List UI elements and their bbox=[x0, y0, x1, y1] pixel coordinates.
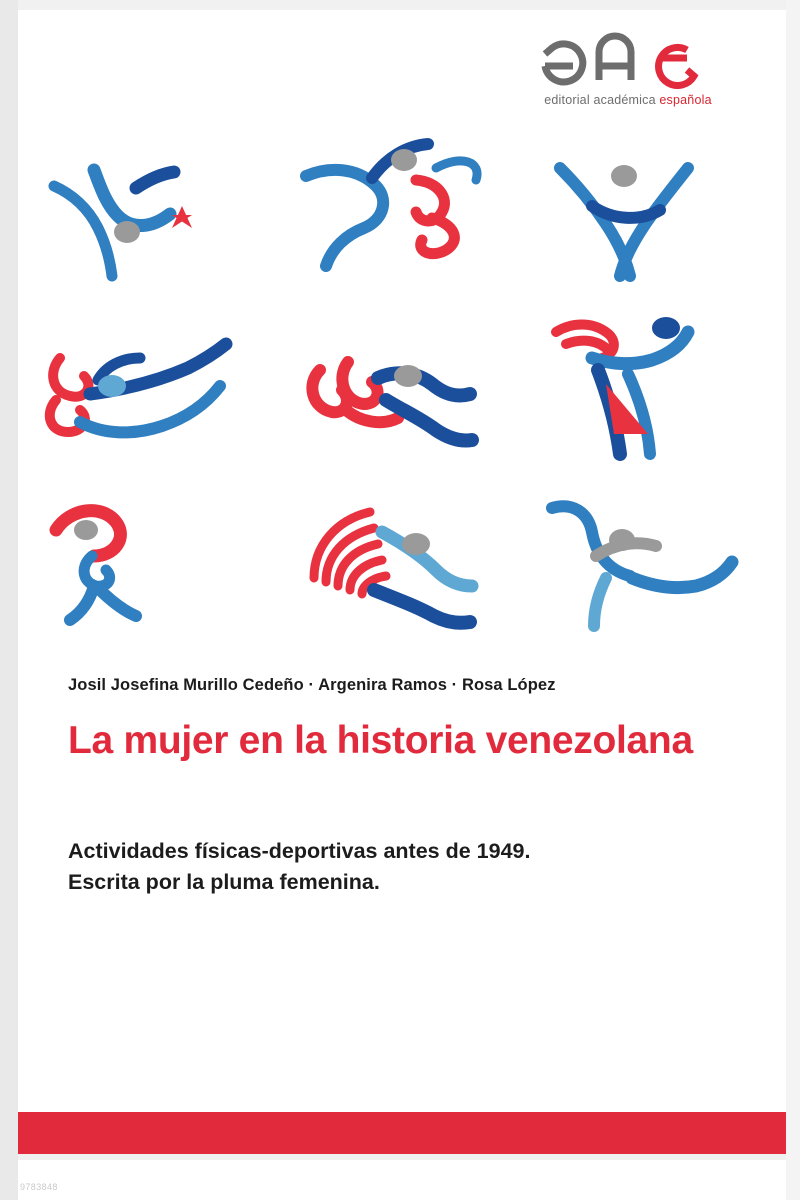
athlete-figure-3 bbox=[536, 128, 766, 298]
athlete-figure-8 bbox=[286, 494, 516, 664]
scan-edge-left bbox=[0, 0, 18, 1200]
publisher-name-primary: editorial académica bbox=[544, 93, 660, 107]
publisher-logo bbox=[528, 28, 728, 107]
athlete-figure-9 bbox=[536, 494, 766, 664]
athlete-figure-7 bbox=[36, 494, 266, 664]
athlete-figure-1 bbox=[36, 128, 266, 298]
subtitle-line-1: Actividades físicas-deportivas antes de 1949. bbox=[68, 839, 531, 863]
bottom-red-band bbox=[18, 1112, 786, 1154]
publisher-name bbox=[528, 93, 728, 107]
footer-code: 9783848 bbox=[20, 1182, 58, 1192]
author-line: Josil Josefina Murillo Cedeño · Argenira Ramos · Rosa López bbox=[68, 676, 556, 694]
publisher-name-accent: española bbox=[659, 93, 712, 107]
eae-logo-icon bbox=[533, 28, 723, 90]
pictogram-grid bbox=[36, 128, 766, 658]
athlete-figure-5 bbox=[286, 314, 516, 484]
scan-edge-right bbox=[786, 0, 800, 1200]
athlete-figure-6 bbox=[536, 314, 766, 484]
page-title: La mujer en la historia venezolana bbox=[68, 719, 693, 762]
scan-edge-top bbox=[0, 0, 800, 10]
subtitle bbox=[68, 836, 728, 897]
athlete-figure-2 bbox=[286, 128, 516, 298]
band-shadow bbox=[18, 1154, 786, 1160]
athlete-figure-4 bbox=[36, 314, 266, 484]
subtitle-line-2: Escrita por la pluma femenina. bbox=[68, 869, 380, 894]
